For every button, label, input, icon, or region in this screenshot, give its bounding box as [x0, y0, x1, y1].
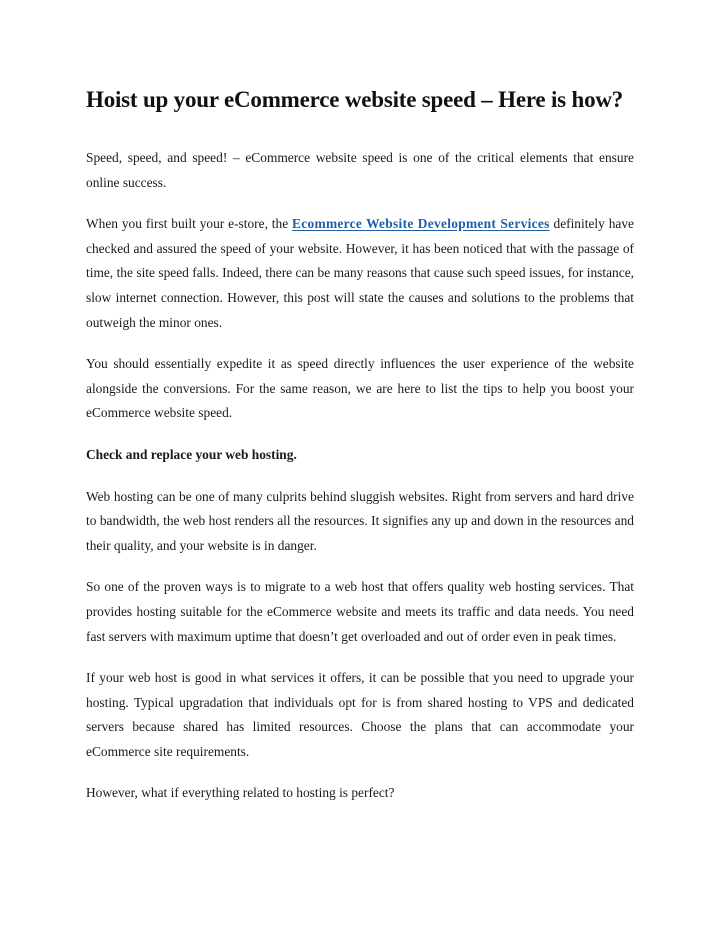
paragraph-estore	[86, 212, 634, 335]
paragraph-upgrade: If your web host is good in what services it offers, it can be possible that you need to upgrade your hosting. Typical upgradation that individuals opt for is from shared hosting to VPS and dedicated servers because shared has limited resources. Choose the plans that can accommodate your eCommerce site requirements.	[86, 670, 634, 759]
paragraph-estore-rest: definitely have checked and assured the speed of your website. However, it has been noticed that with the passage of time, the site speed falls. Indeed, there can be many reasons that cause such speed issues, for instance, slow internet connection. However, this post will state the causes and solutions to the problems that outweigh the minor ones.	[86, 216, 634, 330]
paragraph-migrate: So one of the proven ways is to migrate to a web host that offers quality web hosting services. That provides hosting suitable for the eCommerce website and meets its traffic and data needs. You need fast servers with maximum uptime that doesn’t get overloaded and out of order even in peak times.	[86, 579, 634, 644]
paragraph-expedite: You should essentially expedite it as speed directly influences the user experience of the website alongside the conversions. For the same reason, we are here to list the tips to help you boost your eCommerce website speed.	[86, 356, 634, 421]
intro-paragraph: Speed, speed, and speed! – eCommerce website speed is one of the critical elements that ensure online success.	[86, 150, 634, 190]
article-title: Hoist up your eCommerce website speed – Here is how?	[86, 87, 624, 112]
paragraph-web-hosting: Web hosting can be one of many culprits behind sluggish websites. Right from servers and hard drive to bandwidth, the web host renders all the resources. It signifies any up and down in the resources and their quality, and your website is in danger.	[86, 488, 634, 553]
document-page	[86, 84, 634, 823]
section-heading-hosting: Check and replace your web hosting.	[86, 446, 297, 462]
paragraph-estore-lead: When you first built your e-store, the	[86, 216, 293, 232]
ecommerce-development-services-link[interactable]: Ecommerce Website Development Services	[292, 216, 550, 232]
paragraph-closing: However, what if everything related to hosting is perfect?	[86, 785, 395, 801]
